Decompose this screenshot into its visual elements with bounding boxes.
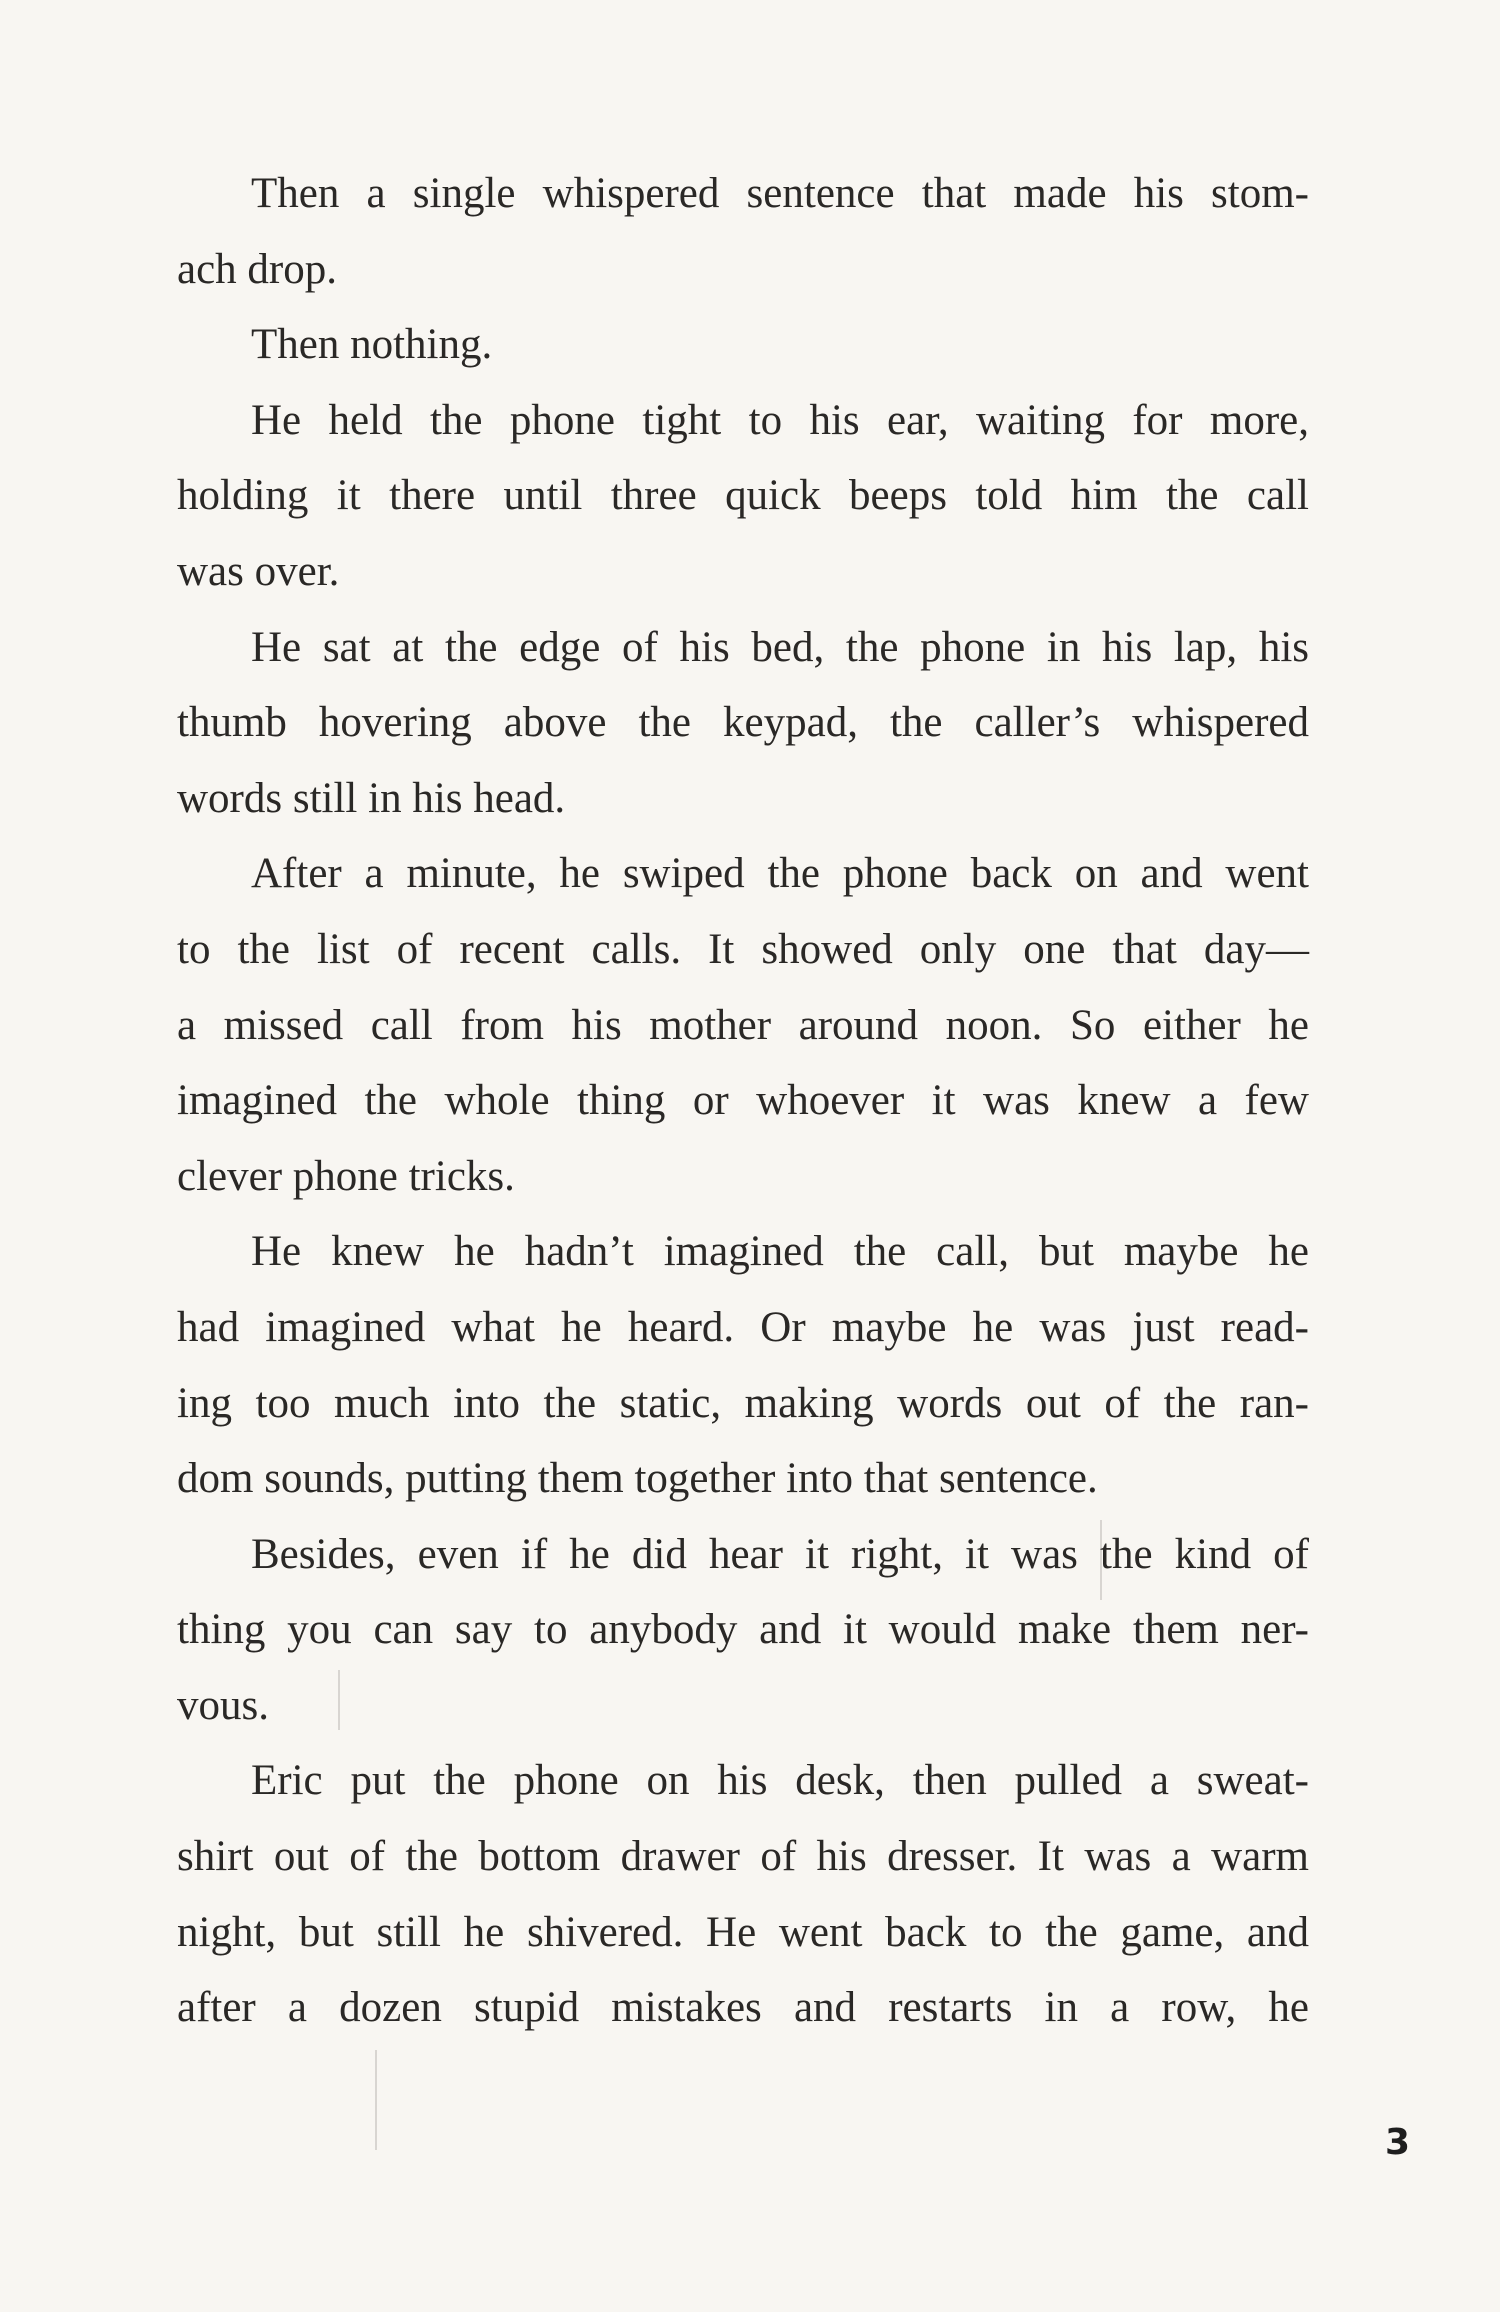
text-line: had imagined what he heard. Or maybe he was just read-	[177, 1303, 1309, 1351]
text-line: thing you can say to anybody and it would make them ner-	[177, 1606, 1309, 1654]
text-line: Then a single whispered sentence that made his stom-	[251, 170, 1309, 217]
page-number: 3	[1385, 2122, 1411, 2163]
text-line: Besides, even if he did hear it right, it was the kind of	[251, 1530, 1309, 1578]
text-line: shirt out of the bottom drawer of his dresser. It was a warm	[177, 1833, 1309, 1881]
text-line: He held the phone tight to his ear, waiting for more,	[251, 396, 1309, 444]
text-line: ing too much into the static, making words out of the ran-	[177, 1379, 1309, 1427]
body-text	[177, 156, 1309, 2046]
text-line: was over.	[177, 547, 340, 595]
text-line: ach drop.	[177, 245, 337, 293]
text-line: Then nothing.	[251, 321, 493, 369]
text-line: clever phone tricks.	[177, 1152, 515, 1200]
text-line: After a minute, he swiped the phone back on and went	[251, 850, 1309, 898]
text-line: night, but still he shivered. He went back to the game, and	[177, 1908, 1309, 1956]
text-line: holding it there until three quick beeps told him the call	[177, 472, 1309, 520]
scan-artifact	[375, 2050, 377, 2150]
text-line: imagined the whole thing or whoever it was knew a few	[177, 1077, 1309, 1125]
text-line: words still in his head.	[177, 774, 566, 822]
text-line: He sat at the edge of his bed, the phone in his lap, his	[251, 623, 1309, 671]
text-line: a missed call from his mother around noon. So either he	[177, 1001, 1309, 1049]
text-line: to the list of recent calls. It showed only one that day—	[177, 925, 1309, 973]
text-line: thumb hovering above the keypad, the caller’s whispered	[177, 699, 1309, 747]
text-line: vous.	[177, 1681, 269, 1729]
text-line: He knew he hadn’t imagined the call, but maybe he	[251, 1228, 1309, 1276]
text-line: Eric put the phone on his desk, then pulled a sweat-	[251, 1757, 1309, 1805]
text-line: after a dozen stupid mistakes and restarts in a row, he	[177, 1984, 1309, 2032]
text-line: dom sounds, putting them together into that sentence.	[177, 1455, 1098, 1503]
